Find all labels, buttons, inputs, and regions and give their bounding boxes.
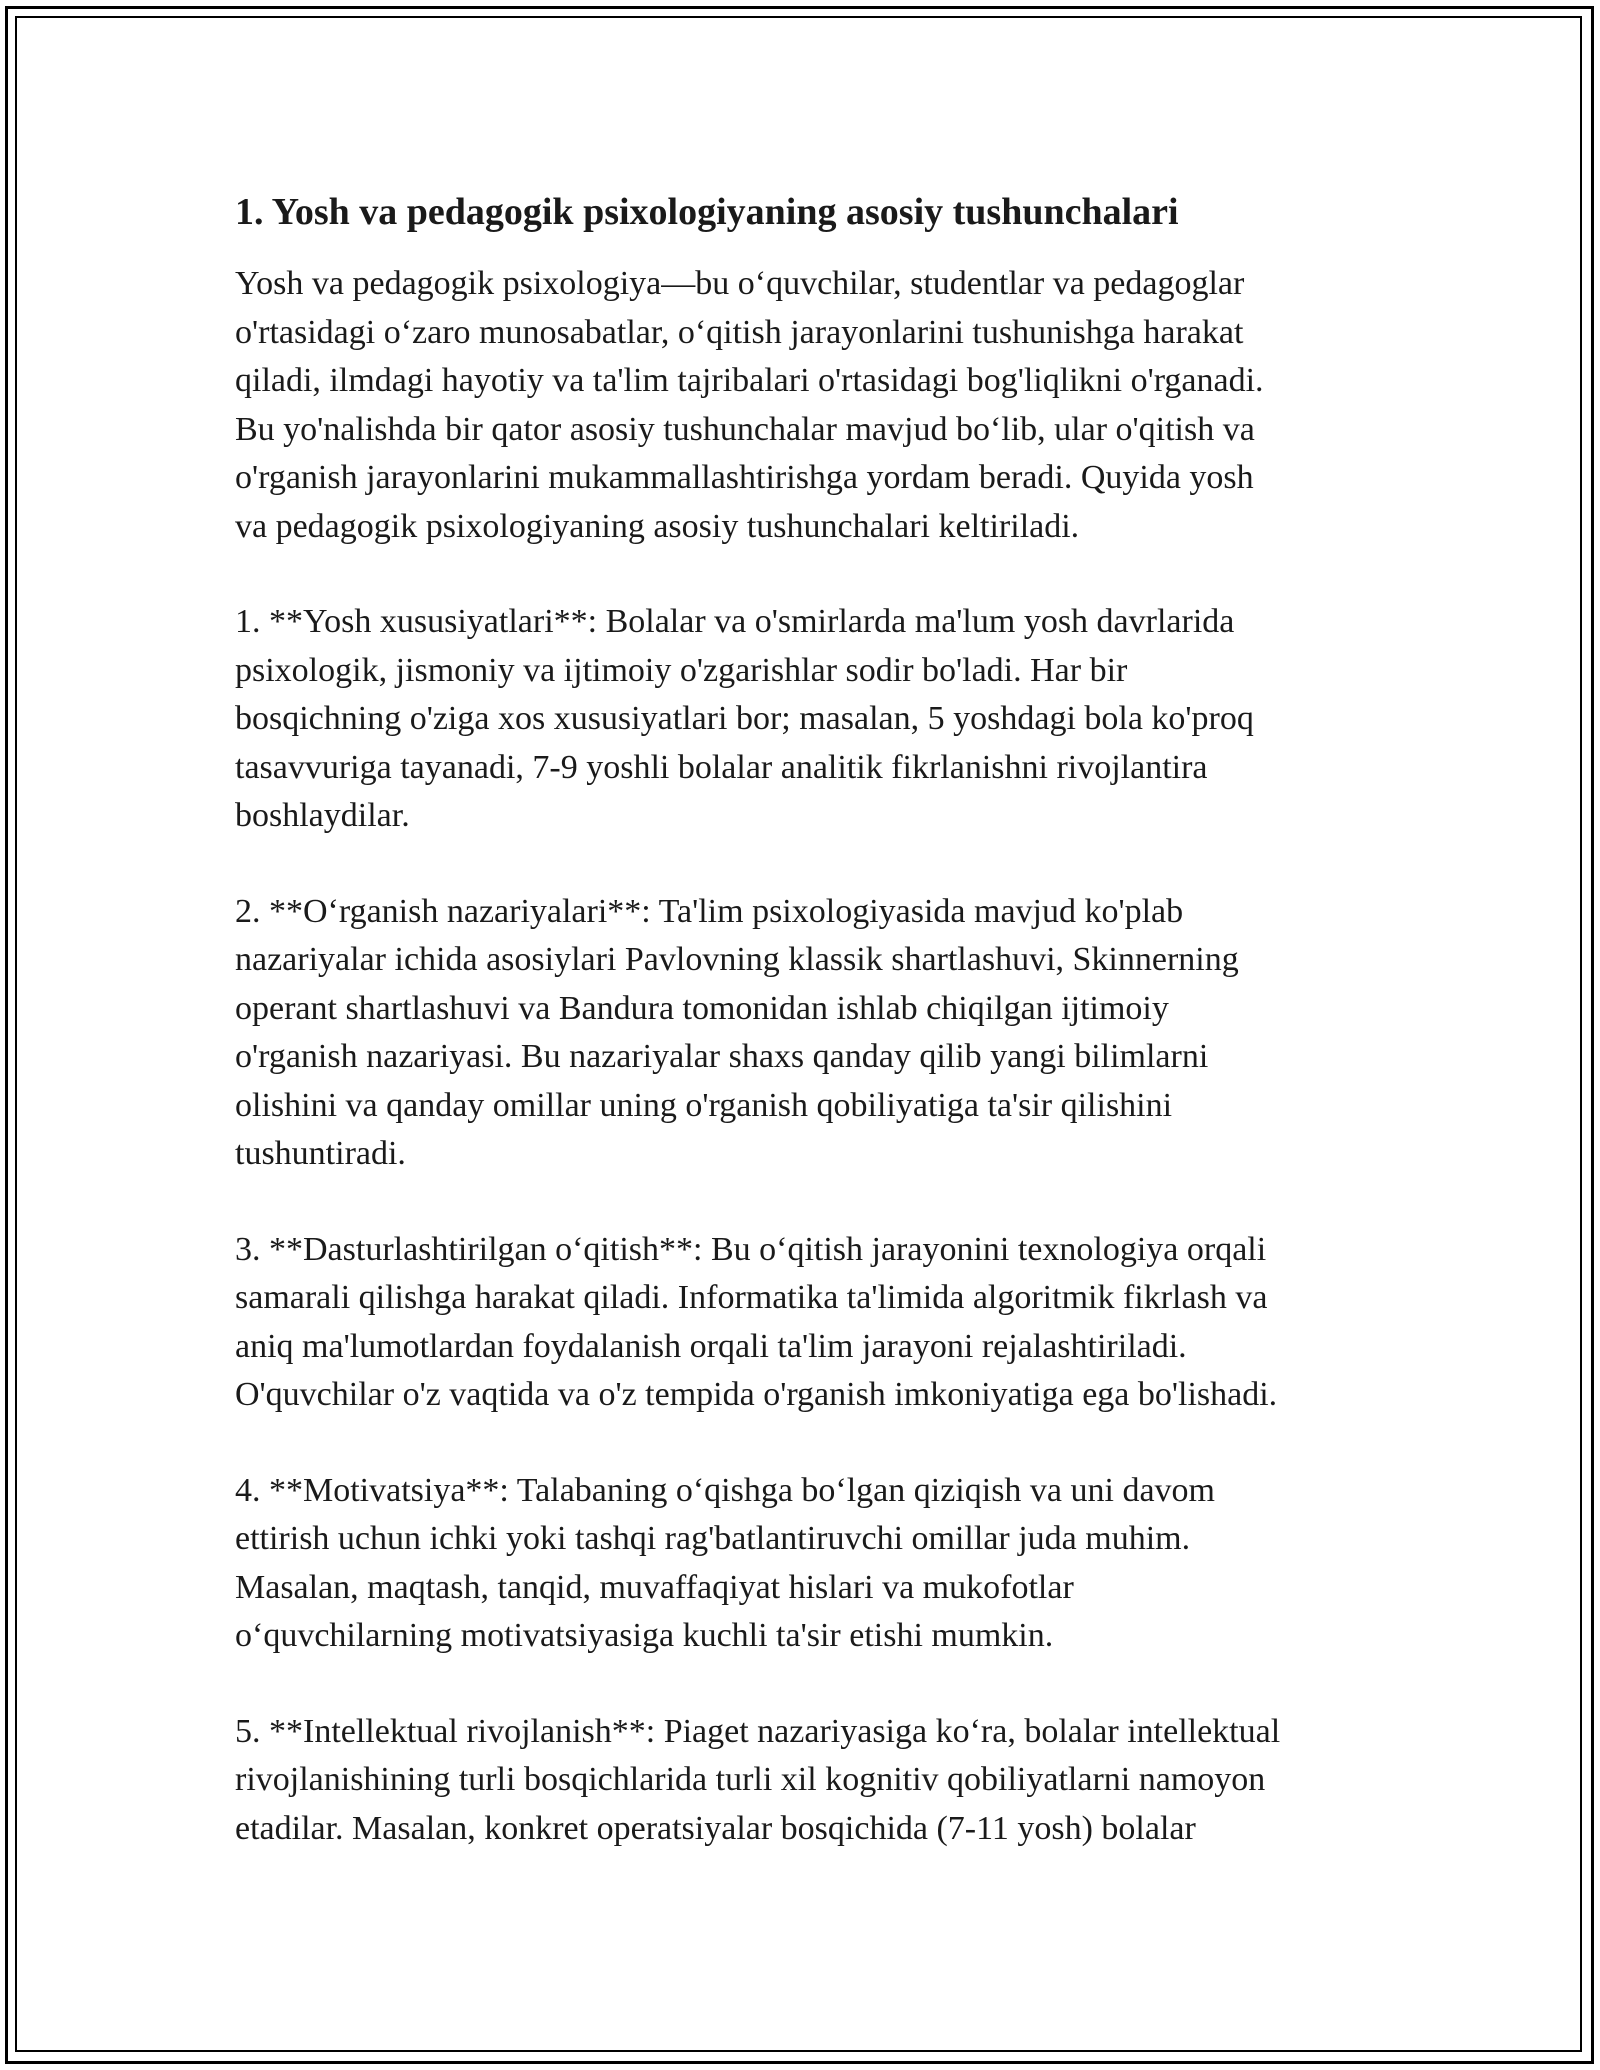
document-body	[235, 186, 1385, 1900]
intro-paragraph: Yosh va pedagogik psixologiya—bu o‘quvchilar, studentlar va pedagoglar o'rtasidagi o‘zaro munosabatlar, o‘qitish jarayonlarini tushunishga harakat qiladi, ilmdagi hayotiy va ta'lim tajribalari o'rtasidagi bog'liqlikni o'rganadi. Bu yo'nalishda bir qator asosiy tushunchalar mavjud bo‘lib, ular o'qitish va o'rganish jarayonlarini mukammallashtirishga yordam beradi. Quyida yosh va pedagogik psixologiyaning asosiy tushunchalari keltiriladi.	[235, 265, 1264, 545]
section-4-paragraph: 4. **Motivatsiya**: Talabaning o‘qishga bo‘lgan qiziqish va uni davom ettirish uchun ichki yoki tashqi rag'batlantiruvchi omillar juda muhim. Masalan, maqtash, tanqid, muvaffaqiyat hislari va mukofotlar o‘quvchilarning motivatsiyasiga kuchli ta'sir etishi mumkin.	[235, 1471, 1216, 1654]
document-title: 1. Yosh va pedagogik psixologiyaning asosiy tushunchalari	[235, 191, 1179, 233]
section-1-paragraph: 1. **Yosh xususiyatlari**: Bolalar va o'smirlarda ma'lum yosh davrlarida psixologik, jismoniy va ijtimoiy o'zgarishlar sodir bo'ladi. Har bir bosqichning o'ziga xos xususiyatlari bor; masalan, 5 yoshdagi bola ko'proq tasavvuriga tayanadi, 7-9 yoshli bolalar analitik fikrlanishni rivojlantira boshlaydilar.	[235, 603, 1254, 834]
section-2-paragraph: 2. **O‘rganish nazariyalari**: Ta'lim psixologiyasida mavjud ko'plab nazariyalar ichida asosiylari Pavlovning klassik shartlashuvi, Skinnerning operant shartlashuvi va Bandura tomonidan ishlab chiqilgan ijtimoiy o'rganish nazariyasi. Bu nazariyalar shaxs qanday qilib yangi bilimlarni olishini va qanday omillar uning o'rganish qobiliyatiga ta'sir qilishini tushuntiradi.	[235, 892, 1239, 1172]
section-3-paragraph: 3. **Dasturlashtirilgan o‘qitish**: Bu o‘qitish jarayonini texnologiya orqali samarali qilishga harakat qiladi. Informatika ta'limida algoritmik fikrlash va aniq ma'lumotlardan foydalanish orqali ta'lim jarayoni rejalashtiriladi. O'quvchilar o'z vaqtida va o'z tempida o'rganish imkoniyatiga ega bo'lishadi.	[235, 1230, 1278, 1413]
section-5-paragraph: 5. **Intellektual rivojlanish**: Piaget nazariyasiga ko‘ra, bolalar intellektual rivojlanishining turli bosqichlarida turli xil kognitiv qobiliyatlarni namoyon etadilar. Masalan, konkret operatsiyalar bosqichida (7-11 yosh) bolalar	[235, 1712, 1281, 1847]
